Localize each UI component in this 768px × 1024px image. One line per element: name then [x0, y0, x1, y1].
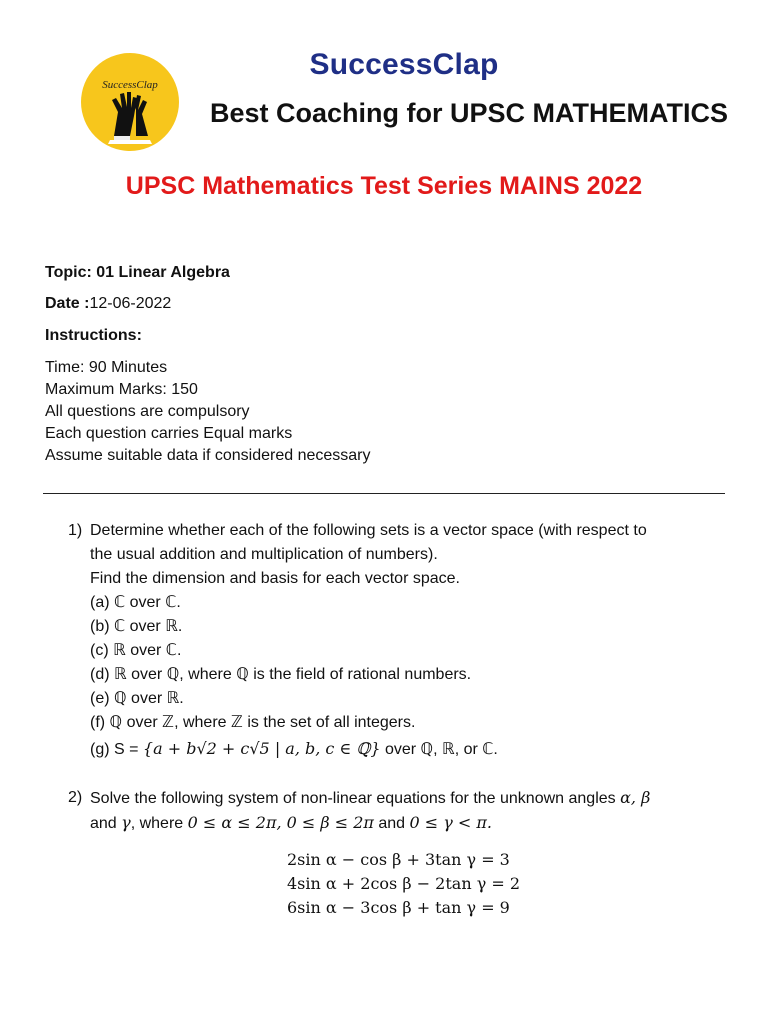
question-part: (f) ℚ over ℤ, where ℤ is the set of all integers.: [90, 714, 416, 731]
question-text-span: , where: [130, 815, 188, 832]
question-text: [90, 811, 748, 836]
instruction-item: Time: 90 Minutes: [45, 359, 168, 376]
equation: 4sin α + 2cos β − 2tan γ = 2: [287, 874, 521, 893]
question-text: [90, 786, 748, 811]
part-g-label: (g) S =: [90, 741, 143, 758]
equation-system: [287, 848, 520, 920]
date-line: [45, 295, 171, 313]
question-part: (c) ℝ over ℂ.: [90, 642, 182, 659]
question-2: [68, 786, 748, 836]
question-text-span: Solve the following system of non-linear equations for the unknown angles: [90, 790, 621, 807]
equation: 6sin α − 3cos β + tan γ = 9: [287, 898, 510, 917]
question-number: 1): [68, 522, 83, 539]
question-text: Find the dimension and basis for each vector space.: [90, 570, 460, 587]
topic-line: [45, 264, 230, 282]
logo-text: SuccessClap: [102, 79, 158, 91]
instructions-label: Instructions:: [45, 327, 142, 344]
brand-name: SuccessClap: [309, 48, 499, 81]
question-text-span: and: [90, 815, 122, 832]
instruction-item: Maximum Marks: 150: [45, 381, 198, 398]
instructions-heading: [45, 327, 142, 345]
question-text: the usual addition and multiplication of numbers).: [90, 546, 438, 563]
date-value: 12-06-2022: [89, 295, 172, 312]
instruction-item: Each question carries Equal marks: [45, 425, 293, 442]
equation: 2sin α − cos β + 3tan γ = 3: [287, 850, 510, 869]
topic-value: 01 Linear Algebra: [96, 264, 230, 281]
math-inline: γ: [121, 813, 131, 832]
tagline: Best Coaching for UPSC MATHEMATICS: [210, 98, 729, 128]
math-inline: 0 ≤ α ≤ 2π, 0 ≤ β ≤ 2π: [187, 813, 374, 832]
instruction-item: Assume suitable data if considered necessary: [45, 447, 371, 464]
instruction-item: All questions are compulsory: [45, 403, 250, 420]
topic-label: Topic:: [45, 264, 92, 281]
part-g-tail: over ℚ, ℝ, or ℂ.: [380, 741, 498, 758]
question-1: [68, 519, 748, 762]
date-label: Date :: [45, 295, 90, 312]
question-text-span: and: [373, 815, 410, 832]
math-inline: α, β: [620, 788, 651, 807]
math-inline: 0 ≤ γ < π.: [409, 813, 493, 832]
question-text: Determine whether each of the following sets is a vector space (with respect to: [90, 522, 647, 539]
question-part: (e) ℚ over ℝ.: [90, 690, 184, 707]
question-part: (a) ℂ over ℂ.: [90, 594, 181, 611]
instructions-list: [45, 357, 371, 467]
question-part: (d) ℝ over ℚ, where ℚ is the field of rational numbers.: [90, 666, 472, 683]
test-series-title: UPSC Mathematics Test Series MAINS 2022: [125, 172, 643, 200]
section-divider: [43, 493, 725, 494]
question-part: (b) ℂ over ℝ.: [90, 618, 183, 635]
question-number: 2): [68, 789, 83, 806]
question-part: [90, 737, 748, 762]
part-g-set: {a + b√2 + c√5 | a, b, c ∈ ℚ}: [142, 739, 381, 758]
